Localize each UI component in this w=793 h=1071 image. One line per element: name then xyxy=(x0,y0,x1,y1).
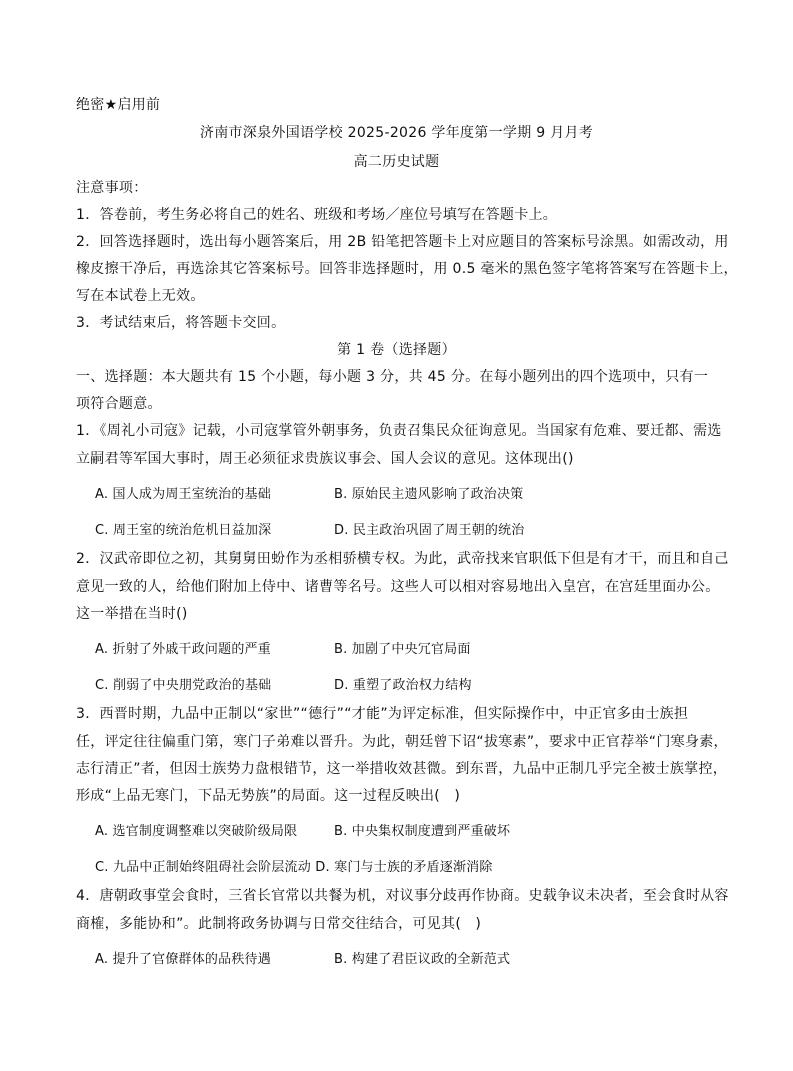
subject-title: 高二历史试题 xyxy=(353,154,440,170)
question-1-option-d: D. 民主政治巩固了周王朝的统治 xyxy=(334,523,525,538)
question-3-line-3: 志行清正”者，但因士族势力盘根错节，这一举措收效甚微。到东晋，九品中正制几乎完全被士族掌控， xyxy=(76,761,728,777)
question-2-line-1: 2．汉武帝即位之初，其舅舅田蚡作为丞相骄横专权。为此，武帝找来官职低下但是有才干，而且和自己 xyxy=(76,551,729,567)
question-2-option-b: B. 加剧了中央冗官局面 xyxy=(334,642,471,657)
question-2-option-a: A. 折射了外戚干政问题的严重 xyxy=(95,642,271,657)
section-intro-line-2: 项符合题意。 xyxy=(76,396,162,412)
question-3-option-c-d: C. 九品中正制始终阻碍社会阶层流动 D. 寒门与士族的矛盾逐渐消除 xyxy=(95,860,493,875)
confidential-label: 绝密★启用前 xyxy=(76,97,161,113)
question-3-option-a: A. 选官制度调整难以突破阶级局限 xyxy=(95,824,298,839)
note-2-line-3: 写在本试卷上无效。 xyxy=(76,288,205,304)
question-1-line-1: 1．《周礼小司寇》记载，小司寇掌管外朝事务，负责召集民众征询意见。当国家有危难、要迁都、需选 xyxy=(76,423,722,439)
question-4-line-1: 4．唐朝政事堂会食时，三省长官常以共餐为机，对议事分歧再作协商。史载争议未决者，至会食时从容 xyxy=(76,888,729,904)
question-2-option-d: D. 重塑了政治权力结构 xyxy=(334,678,472,693)
note-2-line-2: 橡皮擦干净后，再选涂其它答案标号。回答非选择题时，用 0.5 毫米的黑色签字笔将答案写在答题卡上， xyxy=(76,261,738,277)
question-1-option-c: C. 周王室的统治危机日益加深 xyxy=(95,523,272,538)
question-4-line-2: 商榷，多能协和”。此制将政务协调与日常交往结合，可见其( ) xyxy=(76,916,482,932)
question-3-line-4: 形成“上品无寒门，下品无势族”的局面。这一过程反映出( ) xyxy=(76,788,461,804)
school-exam-title: 济南市深泉外国语学校 2025-2026 学年度第一学期 9 月月考 xyxy=(199,125,594,141)
question-3-option-b: B. 中央集权制度遭到严重破坏 xyxy=(334,824,511,839)
section-title: 第 1 卷（选择题） xyxy=(337,342,456,358)
question-4-option-b: B. 构建了君臣议政的全新范式 xyxy=(334,952,511,967)
question-1-option-b: B. 原始民主遗风影响了政治决策 xyxy=(334,487,524,502)
note-2-line-1: 2．回答选择题时，选出每小题答案后，用 2B 铅笔把答题卡上对应题目的答案标号涂黑。如需改动，用 xyxy=(76,234,729,250)
section-intro-line-1: 一、选择题：本大题共有 15 个小题，每小题 3 分，共 45 分。在每小题列出的四个选项中，只有一 xyxy=(76,369,709,385)
note-3: 3．考试结束后，将答题卡交回。 xyxy=(76,315,286,331)
question-3-line-1: 3．西晋时期，九品中正制以“家世”“德行”“才能”为评定标准，但实际操作中，中正官多由士族担 xyxy=(76,706,689,722)
question-3-line-2: 任，评定往往偏重门第，寒门子弟难以晋升。为此，朝廷曾下诏“拔寒素”，要求中正官荐举“门寒身素， xyxy=(76,734,728,750)
question-2-line-2: 意见一致的人，给他们附加上侍中、诸曹等名号。这些人可以相对容易地出入皇宫，在宫廷里面办公。 xyxy=(76,579,720,595)
question-2-line-3: 这一举措在当时() xyxy=(76,606,188,622)
note-1: 1．答卷前，考生务必将自己的姓名、班级和考场／座位号填写在答题卡上。 xyxy=(76,207,558,223)
question-4-option-a: A. 提升了官僚群体的品秩待遇 xyxy=(95,952,271,967)
question-2-option-c: C. 削弱了中央朋党政治的基础 xyxy=(95,678,272,693)
notes-heading: 注意事项： xyxy=(76,180,148,196)
question-1-option-a: A. 国人成为周王室统治的基础 xyxy=(95,487,271,502)
question-1-line-2: 立嗣君等军国大事时，周王必须征求贵族议事会、国人会议的意见。这体现出() xyxy=(76,451,574,467)
